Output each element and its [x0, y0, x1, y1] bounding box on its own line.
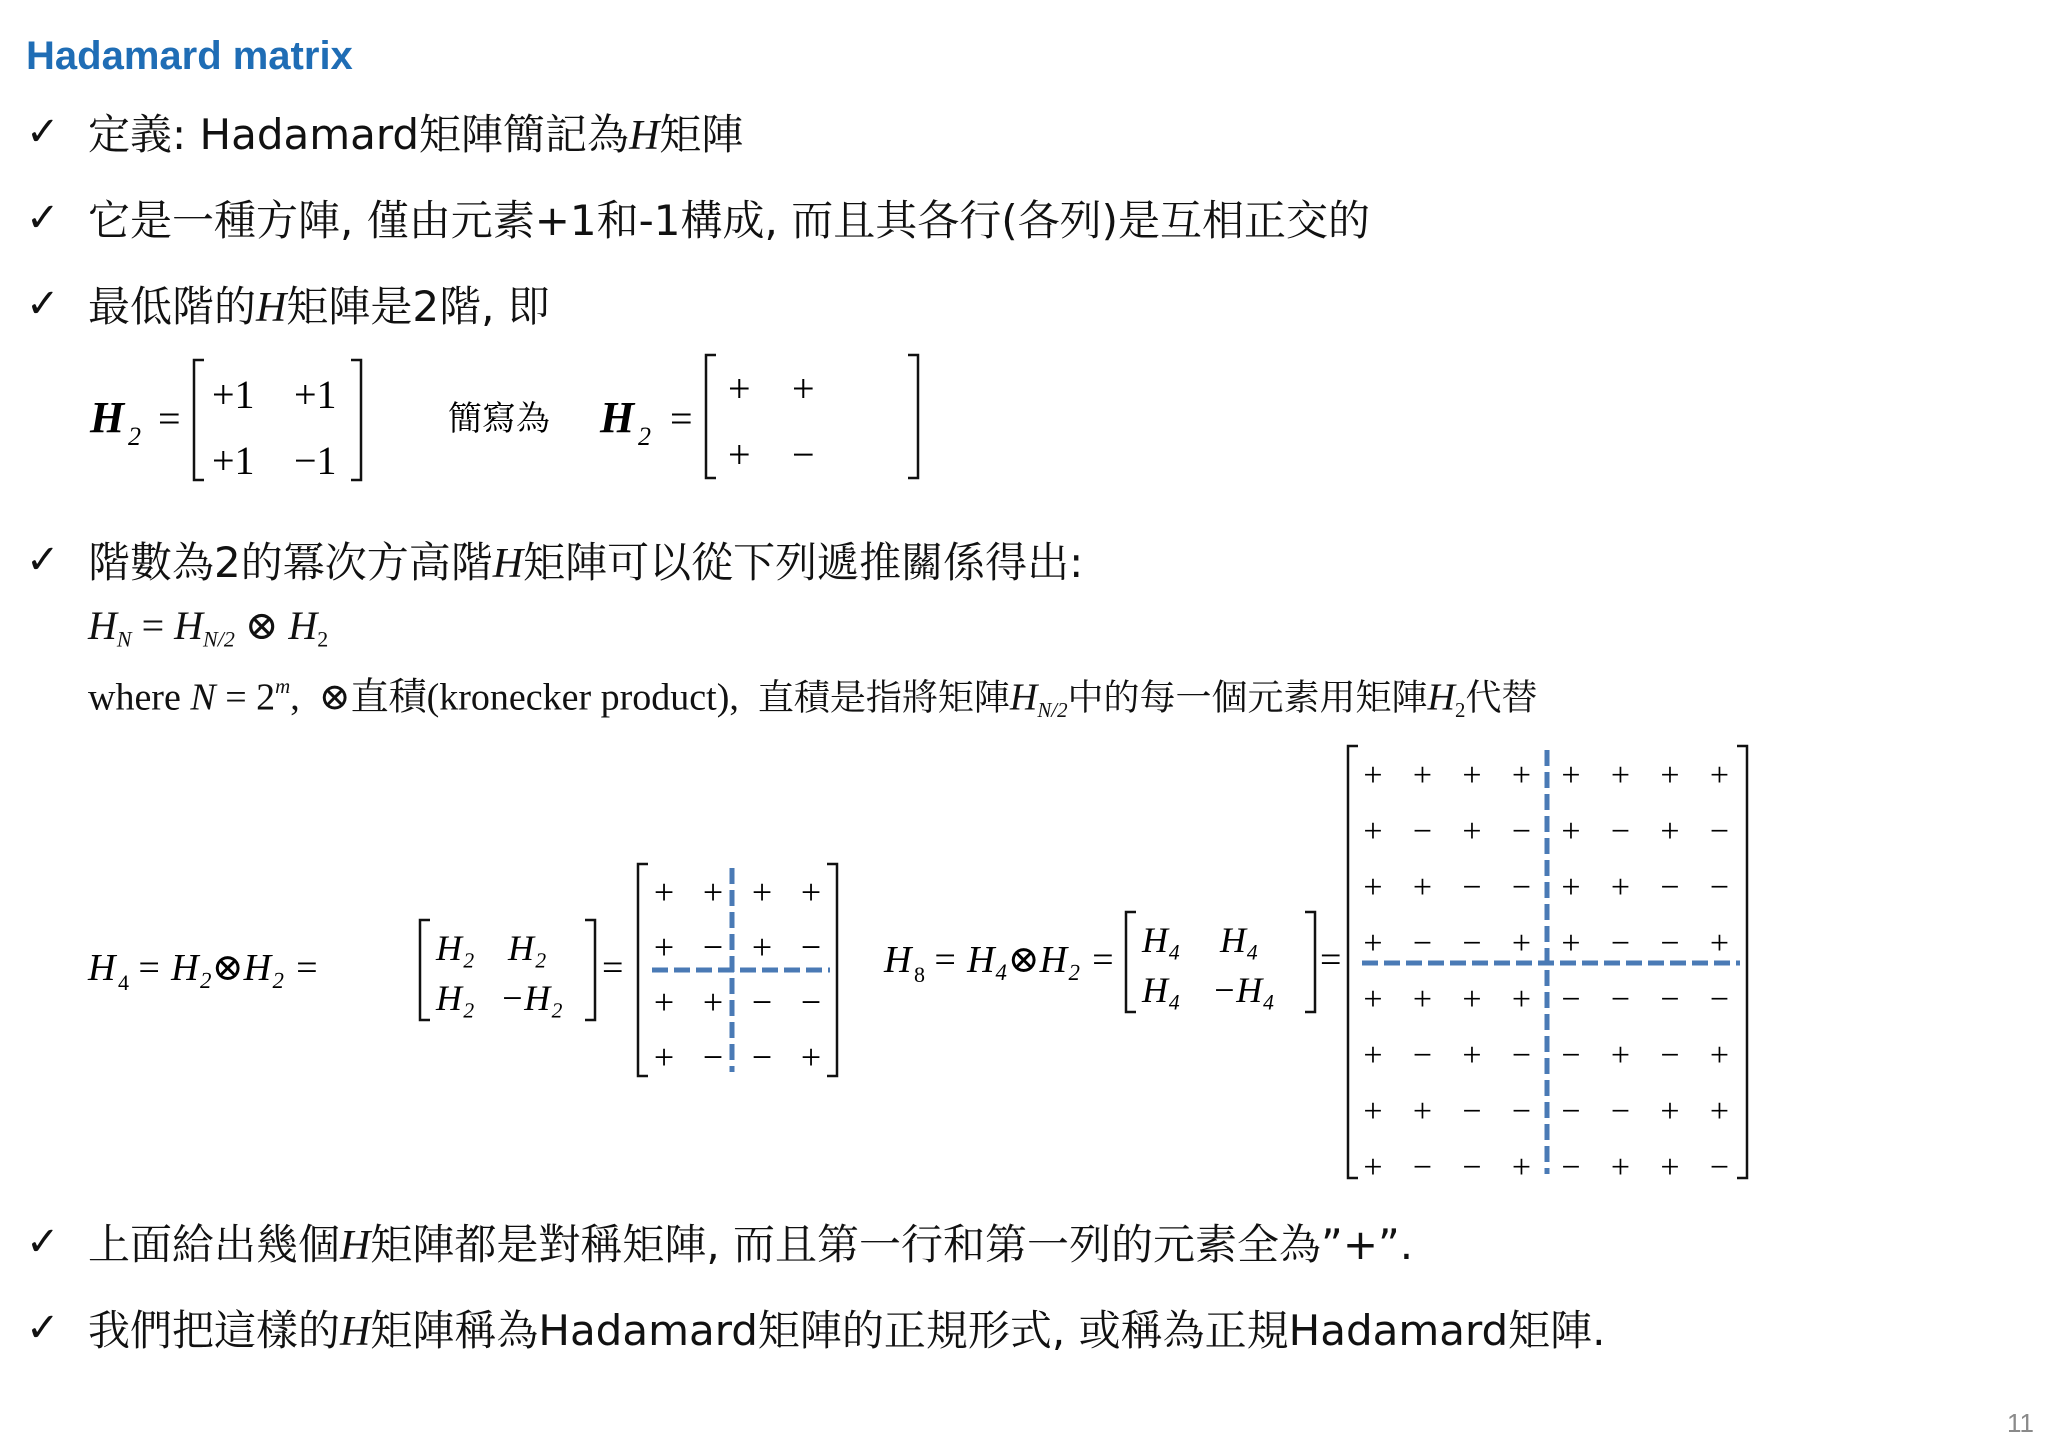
h2-cell: +1: [212, 372, 255, 417]
bracket-left: [706, 355, 716, 478]
desc-text: 直積是指將矩陣: [757, 677, 1010, 719]
kron-text: ⊗直積(kronecker product),: [318, 676, 739, 719]
h8-block-cell: −H₄: [1212, 970, 1275, 1010]
matrix-cell: +: [1610, 869, 1631, 906]
h4-lhs-var: H: [88, 947, 116, 989]
matrix-var: H: [629, 113, 660, 159]
bracket-right: [585, 920, 595, 1020]
where-text: where: [88, 676, 191, 719]
matrix-var: H: [340, 1223, 371, 1269]
checkmark-icon: ✓: [26, 537, 60, 583]
matrix-cell: +: [1709, 925, 1730, 962]
matrix-cell: +: [1412, 757, 1433, 794]
matrix-cell: +: [751, 872, 773, 912]
formula-var: N: [190, 676, 216, 719]
matrix-cell: −: [751, 982, 773, 1022]
h2-sign-cell: +: [792, 366, 815, 411]
matrix-cell: +: [1363, 1037, 1383, 1074]
bracket-right: [908, 355, 918, 478]
h4-block-cell: H₂: [436, 978, 475, 1018]
bullet-property: 它是一種方陣, 僅由元素+1和-1構成, 而且其各行(各列)是互相正交的: [88, 196, 1370, 245]
matrix-cell: +: [1511, 925, 1532, 962]
page-number: 11: [2007, 1408, 2034, 1438]
h4-block-cell: −H₂: [500, 978, 563, 1018]
matrix-cell: −: [1660, 925, 1680, 962]
matrix-cell: +: [1363, 925, 1383, 962]
h8-block-cell: H₄: [1142, 970, 1181, 1010]
h2-sign-cell: +: [728, 432, 751, 477]
matrix-cell: +: [653, 1037, 675, 1077]
matrix-cell: −: [1462, 1149, 1482, 1186]
matrix-var: H: [492, 541, 524, 587]
where-text: ,: [290, 676, 300, 719]
bullet-lowest-order: [88, 282, 550, 331]
recurrence-formula: $H_N = H_{N/2}$ ⊗ $H_2$: [88, 603, 329, 652]
formula-sub: 2: [1455, 698, 1466, 723]
matrix-cell: +: [1660, 813, 1680, 850]
h2-equals: =: [670, 396, 693, 441]
matrix-cell: +: [800, 1037, 822, 1077]
bullet-recurrence: [88, 538, 1084, 587]
matrix-cell: +: [1412, 1093, 1433, 1130]
bracket-left: [1126, 912, 1136, 1012]
checkmark-icon: ✓: [26, 1305, 60, 1351]
bullet-text: 我們把這樣的: [88, 1306, 341, 1355]
matrix-cell: +: [1561, 925, 1581, 962]
matrix-cell: +: [751, 927, 773, 967]
formula-var: H: [1009, 676, 1038, 719]
matrix-cell: −: [1660, 869, 1680, 906]
where-line: [88, 676, 1537, 721]
h8-lhs-sub: 8: [914, 962, 925, 987]
h4-block-cell: H₂: [436, 928, 475, 968]
matrix-cell: +: [702, 872, 724, 912]
abbrev-label: 簡寫為: [448, 399, 550, 439]
h4-block-cell: H₂: [508, 928, 547, 968]
h4-mid: = H₂⊗H₂ =: [136, 947, 320, 989]
kronecker-symbol: ⊗: [244, 603, 279, 648]
checkmark-icon: ✓: [26, 109, 60, 155]
matrix-cell: +: [1462, 757, 1482, 794]
matrix-cell: +: [1511, 757, 1532, 794]
formula-var: H: [288, 603, 318, 648]
matrix-cell: −: [1462, 869, 1482, 906]
bullet-text: 矩陣稱為Hadamard矩陣的正規形式, 或稱為正規Hadamard矩陣.: [370, 1306, 1606, 1355]
bullet-symmetric: [88, 1220, 1414, 1269]
formula-var: H: [1427, 676, 1455, 719]
matrix-cell: −: [1610, 981, 1631, 1018]
matrix-cell: +: [1363, 813, 1383, 850]
matrix-cell: +: [1412, 869, 1433, 906]
matrix-cell: −: [1511, 813, 1532, 850]
matrix-cell: +: [1709, 757, 1730, 794]
matrix-var: H: [340, 1309, 371, 1355]
matrix-cell: +: [1610, 1037, 1631, 1074]
matrix-cell: +: [1610, 757, 1631, 794]
bullet-text: 最低階的: [88, 282, 257, 331]
h8-mid: = H₄⊗H₂ =: [932, 939, 1116, 981]
formula-sub: N/2: [203, 626, 235, 652]
matrix-cell: +: [702, 982, 724, 1022]
matrix-cell: +: [1412, 981, 1433, 1018]
bullet-text: 矩陣都是對稱矩陣, 而且第一行和第一列的元素全為”+”.: [370, 1220, 1414, 1269]
bracket-right: [351, 360, 361, 480]
matrix-cell: −: [702, 1037, 724, 1077]
bullet-text: 上面給出幾個: [88, 1220, 341, 1269]
h2-sign-cell: −: [792, 432, 815, 477]
h2-sign-cell: +: [728, 366, 751, 411]
h8-lhs-var: H: [884, 939, 912, 981]
h2-cell: −1: [294, 438, 337, 483]
bracket-left: [420, 920, 430, 1020]
matrix-cell: +: [653, 927, 675, 967]
matrix-cell: +: [1363, 757, 1383, 794]
matrix-cell: +: [1660, 757, 1680, 794]
bullet-text: 矩陣: [659, 110, 744, 159]
matrix-cell: −: [1610, 925, 1631, 962]
bracket-right: [1305, 912, 1315, 1012]
h2-lhs-var: H: [600, 393, 635, 442]
matrix-cell: −: [702, 927, 724, 967]
matrix-cell: +: [1363, 1149, 1383, 1186]
h8-block-cell: H₄: [1220, 920, 1259, 960]
matrix-cell: +: [653, 982, 675, 1022]
matrix-cell: −: [1412, 1037, 1433, 1074]
matrix-cell: −: [1412, 1149, 1433, 1186]
matrix-cell: −: [1561, 1037, 1581, 1074]
h2-lhs-sub: 2: [638, 422, 651, 451]
bullet-text: 階數為2的冪次方高階: [88, 538, 493, 587]
matrix-cell: −: [1462, 1093, 1482, 1130]
matrix-cell: +: [653, 872, 675, 912]
h2-cell: +1: [212, 438, 255, 483]
bullet-text: 矩陣是2階, 即: [286, 282, 550, 331]
h2-equation: [80, 350, 880, 490]
matrix-cell: −: [1709, 981, 1730, 1018]
matrix-cell: +: [1462, 813, 1482, 850]
matrix-cell: +: [1709, 1093, 1730, 1130]
matrix-cell: +: [1511, 1149, 1532, 1186]
h2-equals: =: [158, 396, 181, 441]
matrix-cell: +: [1561, 757, 1581, 794]
formula-var: H: [174, 603, 204, 648]
matrix-cell: +: [1610, 1149, 1631, 1186]
matrix-cell: −: [1462, 925, 1482, 962]
bracket-left: [638, 864, 648, 1076]
matrix-cell: +: [1363, 981, 1383, 1018]
matrix-cell: −: [1511, 869, 1532, 906]
formula-sub: 2: [317, 626, 329, 652]
bullet-text: 定義: Hadamard矩陣簡記為: [88, 110, 630, 159]
matrix-cell: +: [1363, 1093, 1383, 1130]
matrix-cell: −: [1511, 1037, 1532, 1074]
formula-var: H: [88, 603, 117, 648]
bullet-definition: [88, 110, 744, 159]
formula-sub: N/2: [1037, 698, 1068, 723]
matrix-cell: −: [1610, 813, 1631, 850]
formula-exp: m: [275, 674, 291, 698]
matrix-cell: −: [1709, 813, 1730, 850]
h8-equals: =: [1320, 939, 1342, 981]
desc-text: 代替: [1465, 677, 1538, 719]
matrix-cell: +: [1462, 1037, 1482, 1074]
matrix-cell: −: [800, 982, 822, 1022]
matrix-cell: −: [1511, 1093, 1532, 1130]
checkmark-icon: ✓: [26, 195, 60, 241]
matrix-cell: +: [1660, 1149, 1680, 1186]
where-text: = 2: [215, 676, 276, 719]
matrix-cell: −: [800, 927, 822, 967]
desc-text: 中的每一個元素用矩陣: [1067, 677, 1428, 719]
matrix-cell: −: [1412, 925, 1433, 962]
h4-lhs-sub: 4: [118, 970, 129, 995]
matrix-cell: +: [1511, 981, 1532, 1018]
bullet-normal-form: [88, 1306, 1606, 1355]
checkmark-icon: ✓: [26, 1219, 60, 1265]
h4-equals: =: [602, 947, 624, 989]
slide-title: Hadamard matrix: [26, 34, 353, 78]
matrix-cell: +: [1363, 869, 1383, 906]
h2-cell: +1: [294, 372, 337, 417]
bracket-left: [194, 360, 204, 480]
matrix-cell: +: [1561, 869, 1581, 906]
matrix-cell: −: [1660, 1037, 1680, 1074]
h2-lhs-sub: 2: [128, 422, 141, 451]
matrix-cell: −: [1561, 1093, 1581, 1130]
h8-block-cell: H₄: [1142, 920, 1181, 960]
matrix-cell: +: [1709, 1037, 1730, 1074]
matrix-cell: −: [1610, 1093, 1631, 1130]
matrix-cell: +: [1561, 813, 1581, 850]
matrix-cell: −: [1709, 869, 1730, 906]
h2-lhs-var: H: [90, 393, 125, 442]
checkmark-icon: ✓: [26, 281, 60, 327]
matrix-cell: −: [1561, 1149, 1581, 1186]
matrix-cell: +: [800, 872, 822, 912]
h4-equation: [80, 860, 822, 1090]
matrix-cell: −: [1561, 981, 1581, 1018]
matrix-cell: +: [1462, 981, 1482, 1018]
matrix-var: H: [256, 285, 287, 331]
matrix-cell: −: [1412, 813, 1433, 850]
matrix-cell: +: [1660, 1093, 1680, 1130]
matrix-cell: −: [1660, 981, 1680, 1018]
matrix-cell: −: [751, 1037, 773, 1077]
matrix-cell: −: [1709, 1149, 1730, 1186]
formula-sub: N: [116, 626, 132, 652]
bracket-left: [1348, 746, 1358, 1178]
h8-equation: [880, 740, 1760, 1190]
bullet-text: 矩陣可以從下列遞推關係得出:: [523, 538, 1084, 587]
